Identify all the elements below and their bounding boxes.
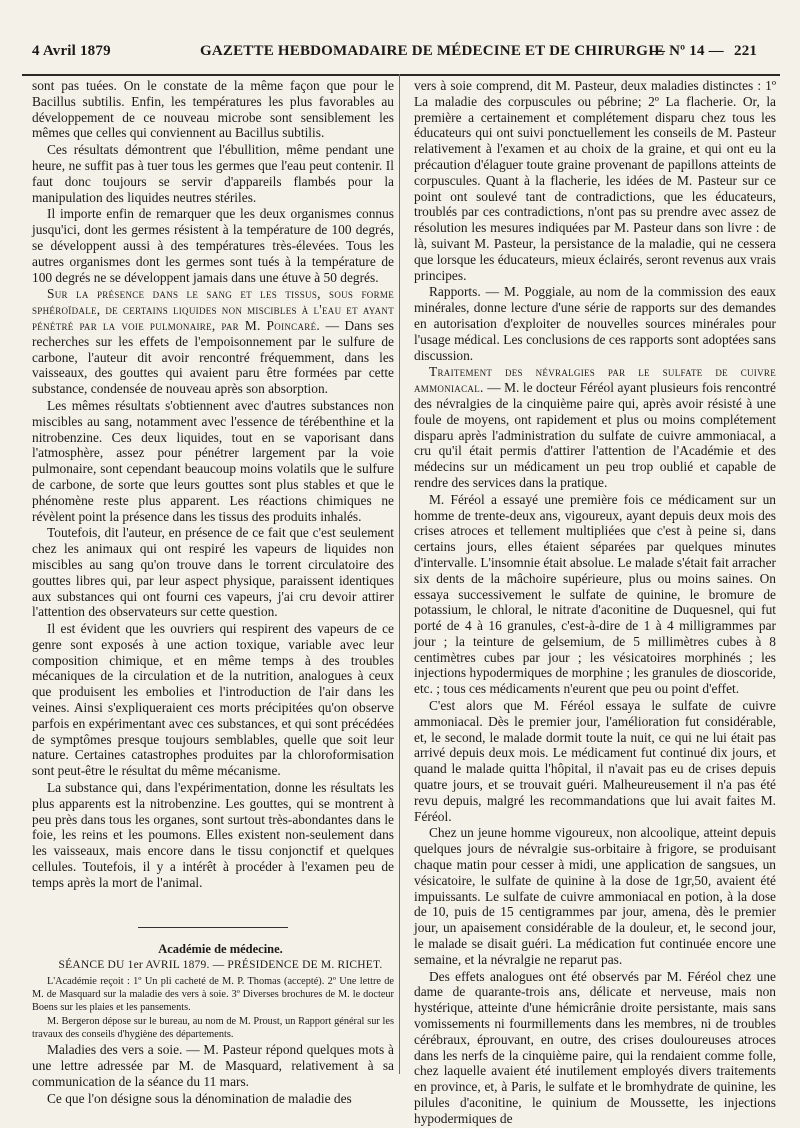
- paragraph: Il importe enfin de remarquer que les deux organismes connus jusqu'ici, dont les germes résistent à la température de 100 degrés, se développent aussi à des températures très-élevées. Tous les autres organismes dont les germes sont tués à la température de 100 degrés ne se développent jamais dans une étuve à 50 degrés.: [32, 206, 394, 285]
- section-heading: Sur la présence dans le sang et les tissus, sous forme sphéroïdale, de certains liquides non miscibles à l'eau et ayant pénétré par la voie pulmonaire, par M. Poincaré.: [32, 286, 394, 333]
- issue-number: — Nº 14 —: [650, 43, 724, 59]
- paragraph: C'est alors que M. Féréol essaya le sulfate de cuivre ammoniacal. Dès le premier jour, l'amélioration fut considérable, et, le second, le malade dormit toute la nuit, ce qui ne lui était pas arrivé depuis deux mois. Le médicament fut continué dix jours, et quand le malade quitta l'hôpital, il n'avait pas eu de crises depuis quatre jours, et se trouvait guéri. Malheureusement il n'a pas été revu depuis, malgré les recommandations que lui avait faites M. Féréol.: [414, 698, 776, 824]
- paragraph: Ce que l'on désigne sous la dénomination de maladie des: [47, 1090, 352, 1106]
- section-body: — M. le docteur Féréol ayant plusieurs fois rencontré des névralgies de la cinquième paire qui, après avoir résisté à une foule de moyens, ont rapidement et plus ou moins complétement disparu après l'administration du sulfate de cuivre ammoniacal, a cru qu'il était permis d'attirer l'attention de l'Académie et des médecins sur un médicament un peu trop oublié et capable de rendre des services dans la pratique.: [414, 380, 776, 490]
- section-body: — Dans ses recherches sur les effets de l'empoisonnement par le sulfure de carbone, l'auteur dit avoir rencontré fréquemment, dans les vaisseaux, des gouttes qui avaient paru être formées par cette substance, condensée de nouveau après son absorption.: [32, 317, 394, 397]
- column-divider: [399, 74, 400, 1074]
- paragraph: sont pas tuées. On le constate de la même façon que pour le Bacillus subtilis. Enfin, les températures les plus favorables au développement de ce nouveau microbe sont sensiblement les mêmes que celles qui conviennent au Bacillus subtilis.: [32, 78, 394, 141]
- section-paragraph: [414, 364, 776, 490]
- notice: L'Académie reçoit : 1º Un pli cacheté de M. P. Thomas (accepté). 2º Une lettre de M. de Masquard sur la maladie des vers à soie. 3º Diverses brochures de M. le docteur Boens sur les plaies et les pansements.: [32, 976, 394, 1014]
- paragraph: Maladies des vers a soie. — M. Pasteur répond quelques mots à une lettre adressée par M. de Masquard, relativement à sa communication de la séance du 11 mars.: [32, 1042, 394, 1089]
- paragraph: Ces résultats démontrent que l'ébullition, même pendant une heure, ne suffit pas à tuer tous les germes que l'eau peut contenir. Il faut donc toujours se servir d'appareils flambés pour la manipulation des liquides neutres stériles.: [32, 142, 394, 205]
- section-separator: [138, 927, 288, 928]
- paragraph: Toutefois, dit l'auteur, en présence de ce fait que c'est seulement chez les animaux qui ont respiré les vapeurs de liquides non miscibles au sang qu'on trouve dans le torrent circulatoire des gouttes libres qui, par leur aspect physique, paraissent identiques aux substances qui ont fourni ces vapeurs, j'ai cru devoir attirer l'attention des observateurs sur cette question.: [32, 525, 394, 620]
- paragraph: Il est évident que les ouvriers qui respirent des vapeurs de ce genre sont exposés à une action toxique, variable avec leur composition chimique, et en même temps à des troubles mécaniques de la circulation et de la nutrition, analogues à ceux que produisent les embolies et l'introduction de l'air dans les veines. Ainsi s'expliqueraient ces morts précipitées qu'on observe parfois en expérimentant avec ces substances, et qui sont précédées de symptômes presque toujours semblables, quelle que soit leur nature. Certaines catastrophes produites par la chloroformisation sont peut-être le résultat du même mécanisme.: [32, 621, 394, 779]
- session-line: SÉANCE DU 1er AVRIL 1879. — PRÉSIDENCE DE M. RICHET.: [58, 959, 383, 972]
- paragraph: Rapports. — M. Poggiale, au nom de la commission des eaux minérales, donne lecture d'une série de rapports sur des demandes en autorisation d'exploiter de nouvelles sources minérales pour l'usage médical. Les conclusions de ces rapports sont adoptées sans discussion.: [414, 284, 776, 363]
- journal-title: GAZETTE HEBDOMADAIRE DE MÉDECINE ET DE CHIRURGIE: [200, 43, 665, 59]
- section-paragraph: [32, 286, 394, 397]
- paragraph: vers à soie comprend, dit M. Pasteur, deux maladies distinctes : 1º La maladie des corpuscules ou pébrine; 2º La flacherie. Or, la première a certainement et complétement disparu chez tous les éducateurs qui ont suivi ponctuellement les conseils de M. Pasteur relativement à l'examen et au choix de la graine, et qui ont eu la précaution d'élaguer toute graine provenant de papillons atteints de corpuscules. Quant à la flacherie, les idées de M. Pasteur sur ce point ont soulevé tant de contradictions, que les éducateurs, troublés par ces contradictions, n'ont pas su prendre avec assez de résolution les mesures indiquées par M. Pasteur dans son livre : de là, suivant M. Pasteur, la persistance de la maladie, qui ne cessera que lorsque les éducateurs, mieux éclairés, seront revenus aux vrais principes.: [414, 78, 776, 283]
- academy-heading: Académie de médecine.: [158, 941, 283, 956]
- paragraph: M. Féréol a essayé une première fois ce médicament sur un homme de trente-deux ans, vigoureux, ayant depuis deux mois des crises atroces et tellement multipliées que c'est à peine si, dans certains jours, elles étaient séparées par quelques minutes d'intervalle. L'insomnie était absolue. Le malade s'était fait arracher six dents de la mâchoire supérieure, plus ou moins saines. On essaya successivement le sulfate de quinine, le bromure de potassium, le chloral, le nitrate d'aconitine de Duquesnel, qui fut porté de 4 à 16 granules, c'est-à-dire de 1 à 4 milligrammes par jour ; la teinture de gelsemium, de 5 millimètres cubes à 8 centimètres cubes par jour ; les vésicatoires morphinés ; les injections hypodermiques de morphine ; les granules de dioscoride, etc. ; tous ces médicaments n'eurent que peu ou point d'effet.: [414, 491, 776, 697]
- paragraph: Les mêmes résultats s'obtiennent avec d'autres substances non miscibles au sang, notamment avec l'essence de térébenthine et la nitrobenzine. Ces deux liquides, tout en se vaporisant dans l'atmosphère, assez pour pénétrer largement par la voie pulmonaire, sont cependant beaucoup moins volatils que le sulfure de carbone, de sorte que leurs gouttes sont plus stables et que le phénomène reste plus apparent. Les réactions chimiques ne révèlent point la présence dans les tissus des produits inhalés.: [32, 397, 394, 524]
- left-column: [32, 78, 394, 1107]
- notice: M. Bergeron dépose sur le bureau, au nom de M. Proust, un Rapport général sur les travaux des conseils d'hygiène des départements.: [32, 1016, 394, 1041]
- paragraph: Des effets analogues ont été observés par M. Féréol chez une dame de quarante-trois ans, délicate et nerveuse, mais non hystérique, atteinte d'une hémicrânie droite persistante, mais sans vomissements ni fourmillements dans les membres, ni de troubles cérébraux, éprouvant, en outre, des crises douloureuses atroces dans les nerfs de la cinquième paire, qui la rendaient comme folle, chez laquelle avaient été inutilement employés divers traitements en province, et, à Paris, le sulfate et le bromhydrate de quinine, les pilules d'aconitine, le quinium de Moussette, les injections hypodermiques de: [414, 968, 776, 1126]
- page-header: [22, 14, 780, 60]
- paragraph: Chez un jeune homme vigoureux, non alcoolique, atteint depuis quelques jours de névralgie sus-orbitaire à frigore, se produisant chaque matin pour cesser à midi, une application de sangsues, un vésicatoire, le sulfate de quinine à la dose de 1gr,50, avaient été impuissants. Le sulfate de cuivre ammoniacal en potion, à la dose de 10, puis de 15 centigrammes par jour, amena, dès le premier jour, un apaisement considérable de la douleur, et, le second jour, le malade se disait guéri. La médication fut continuée encore une semaine, et la névralgie ne reparut pas.: [414, 825, 776, 967]
- right-column: [414, 78, 776, 1128]
- paragraph: La substance qui, dans l'expérimentation, donne les résultats les plus apparents est la nitrobenzine. Les gouttes, qui se montrent à peu près dans tous les organes, sont surtout très-abondantes dans le foie, les reins et les poumons. Elles existent non-seulement dans les vaisseaux, mais encore dans le tissu conjonctif et quelques cellules. Toutefois, il y a intérêt à procéder à l'examen peu de temps après la mort de l'animal.: [32, 780, 394, 890]
- section-heading: Traitement des névralgies par le sulfate de cuivre ammoniacal.: [414, 364, 776, 396]
- header-rule: [22, 74, 780, 76]
- newspaper-page: [22, 14, 780, 1126]
- header-date: 4 Avril 1879: [32, 43, 111, 59]
- page-number: 221: [734, 43, 758, 59]
